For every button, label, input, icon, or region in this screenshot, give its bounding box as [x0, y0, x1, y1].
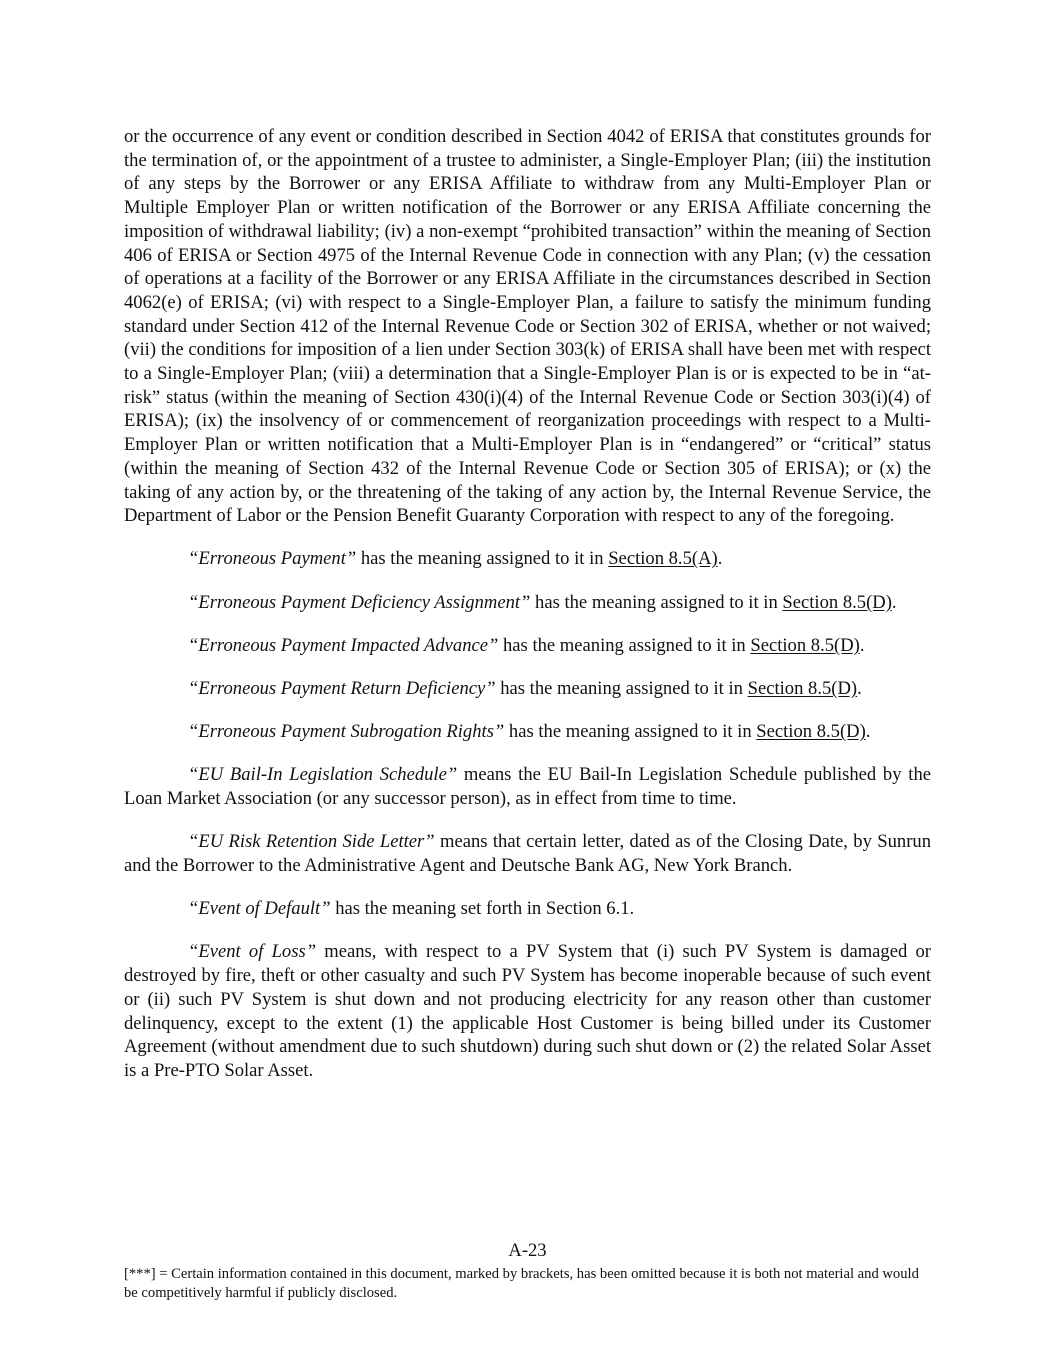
definition-event-of-loss — [124, 940, 931, 1082]
section-reference-link[interactable]: Section 8.5(D) — [782, 591, 892, 613]
definition-tail: . — [865, 721, 871, 743]
definition-tail: . — [891, 591, 897, 613]
definition-erroneous-payment-impacted-advance — [124, 634, 931, 658]
definition-tail: . — [859, 634, 865, 656]
definition-erroneous-payment-subrogation-rights — [124, 720, 931, 744]
document-body — [124, 125, 931, 1083]
defined-term: “EU Bail-In Legislation Schedule” — [188, 764, 458, 786]
definition-text: has the meaning assigned to it in — [356, 548, 609, 570]
definition-text: has the meaning set forth in Section 6.1. — [330, 898, 635, 920]
definition-text: means that certain letter, dated as of the Closing Date, by Sunrun and the Borrower to the Administrative Agent and Deutsche Bank AG, New York Branch. — [124, 831, 931, 877]
section-reference-link[interactable]: Section 8.5(D) — [747, 678, 858, 700]
definition-eu-risk-retention-side-letter — [124, 830, 931, 877]
defined-term: “Erroneous Payment” — [188, 548, 357, 570]
defined-term: “Erroneous Payment Return Deficiency” — [188, 678, 496, 700]
definition-tail: . — [857, 678, 862, 700]
continuation-paragraph: or the occurrence of any event or condition described in Section 4042 of ERISA that constitutes grounds for the termination of, or the appointment of a trustee to administer, a Single-Employer Plan; (iii) the institution of any steps by the Borrower or any ERISA Affiliate to withdraw from any Multi-Employer Plan or Multiple Employer Plan or written notification of the Borrower or any ERISA Affiliate concerning the imposition of withdrawal liability; (iv) a non-exempt “prohibited transaction” within the meaning of Section 406 of ERISA or Section 4975 of the Internal Revenue Code in connection with any Plan; (v) the cessation of operations at a facility of the Borrower or any ERISA Affiliate in the circumstances described in Section 4062(e) of ERISA; (vi) with respect to a Single-Employer Plan, a failure to satisfy the minimum funding standard under Section 412 of the Internal Revenue Code or Section 302 of ERISA, whether or not waived; (vii) the conditions for imposition of a lien under Section 303(k) of ERISA shall have been met with respect to a Single-Employer Plan; (viii) a determination that a Single-Employer Plan is or is expected to be in “at-risk” status (within the meaning of Section 430(i)(4) of the Internal Revenue Code or Section 303(i)(4) of ERISA); (ix) the insolvency of or commencement of reorganization proceedings with respect to a Multi-Employer Plan or written notification that a Multi-Employer Plan is in “endangered” or “critical” status (within the meaning of Section 432 of the Internal Revenue Code or Section 305 of ERISA); or (x) the taking of any action by, or the threatening of the taking of any action by, the Internal Revenue Service, the Department of Labor or the Pension Benefit Guaranty Corporation with respect to any of the foregoing. — [124, 126, 931, 527]
definition-text: has the meaning assigned to it in — [498, 634, 751, 656]
defined-term: “Erroneous Payment Deficiency Assignment” — [188, 591, 531, 613]
definition-text: means, with respect to a PV System that (i) such PV System is damaged or destroyed by fire, theft or other casualty and such PV System has become inoperable because of such event or (ii) such PV System is shut down and not producing electricity for any reason other than customer delinquency, except to the extent (1) the applicable Host Customer is being billed under its Customer Agreement (without amendment due to such shutdown) during such shut down or (2) the related Solar Asset is a Pre-PTO Solar Asset. — [124, 941, 931, 1081]
definition-event-of-default — [124, 897, 931, 921]
section-reference-link[interactable]: Section 8.5(A) — [608, 548, 718, 570]
definition-text: means the EU Bail-In Legislation Schedule published by the Loan Market Association (or any successor person), as in effect from time to time. — [124, 764, 931, 810]
section-reference-link[interactable]: Section 8.5(D) — [756, 721, 866, 743]
definition-tail: . — [717, 548, 723, 570]
definition-erroneous-payment-deficiency-assignment — [124, 591, 931, 615]
defined-term: “EU Risk Retention Side Letter” — [188, 831, 435, 853]
definition-text: has the meaning assigned to it in — [530, 591, 783, 613]
defined-term: “Erroneous Payment Impacted Advance” — [188, 634, 499, 656]
page-number: A-23 — [508, 1240, 547, 1261]
definition-text: has the meaning assigned to it in — [495, 678, 748, 700]
defined-term: “Event of Default” — [188, 898, 331, 920]
definition-eu-bail-in-legislation-schedule — [124, 763, 931, 810]
definition-erroneous-payment-return-deficiency — [124, 677, 931, 701]
defined-term: “Erroneous Payment Subrogation Rights” — [188, 721, 505, 743]
section-reference-link[interactable]: Section 8.5(D) — [750, 634, 860, 656]
defined-term: “Event of Loss” — [188, 941, 317, 963]
definition-erroneous-payment — [124, 547, 931, 571]
definition-text: has the meaning assigned to it in — [504, 721, 757, 743]
confidentiality-footnote: [***] = Certain information contained in this document, marked by brackets, has been omitted because it is both not material and would be competitively harmful if publicly disclosed. — [124, 1266, 919, 1301]
